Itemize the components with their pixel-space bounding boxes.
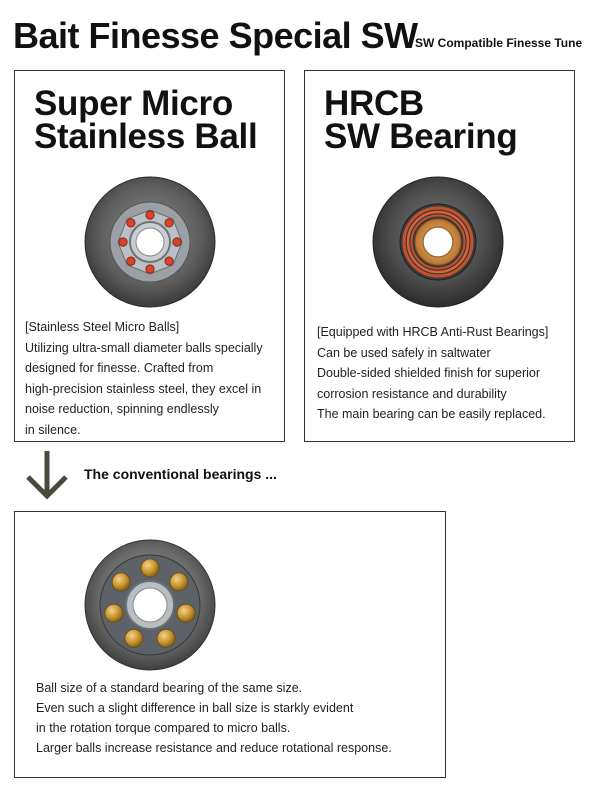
micro-ball-panel (14, 70, 285, 442)
conventional-bearing-description (36, 678, 392, 758)
micro-ball-desc-line: noise reduction, spinning endlessly (25, 402, 219, 416)
hrcb-heading (324, 84, 518, 156)
hrcb-description (317, 322, 548, 425)
bearing-ball (125, 629, 143, 647)
bearing-ball (105, 604, 123, 622)
conventional-desc-line: in the rotation torque compared to micro balls. (36, 721, 291, 735)
hrcb-heading-line1: HRCB (324, 84, 424, 123)
conventional-bearing-panel (14, 511, 446, 778)
micro-ball-desc-line: designed for finesse. Crafted from (25, 361, 214, 375)
bearing-ball (146, 211, 154, 219)
bearing-ball (165, 257, 173, 265)
bearing-ball (165, 219, 173, 227)
micro-ball-desc-line: in silence. (25, 422, 81, 437)
hrcb-desc-line: Can be used safely in saltwater (317, 345, 491, 360)
micro-ball-heading-line1: Super Micro (34, 84, 233, 123)
bearing-ball (157, 629, 175, 647)
bearing-ball (170, 573, 188, 591)
micro-ball-bearing-image (84, 176, 216, 308)
hrcb-heading-line2: SW Bearing (324, 117, 518, 156)
hrcb-bearing-panel (304, 70, 575, 442)
hrcb-desc-line: [Equipped with HRCB Anti-Rust Bearings] (317, 325, 549, 339)
hrcb-desc-line: The main bearing can be easily replaced. (317, 407, 546, 421)
bearing-ball (141, 559, 159, 577)
micro-ball-description (25, 317, 263, 440)
bearing-ball (119, 238, 127, 246)
conventional-bearings-label: The conventional bearings ... (84, 466, 277, 482)
bearing-ball (177, 604, 195, 622)
bearing-ball (127, 219, 135, 227)
micro-ball-desc-line: high-precision stainless steel, they excel in (25, 381, 262, 396)
page-subtitle: SW Compatible Finesse Tune (415, 36, 583, 50)
micro-ball-desc-line: [Stainless Steel Micro Balls] (25, 320, 180, 334)
conventional-desc-line: Ball size of a standard bearing of the same size. (36, 681, 303, 695)
bearing-ball (173, 238, 181, 246)
hrcb-desc-line: corrosion resistance and durability (317, 386, 507, 401)
bearing-ball (127, 257, 135, 265)
conventional-bearing-image (84, 539, 216, 671)
bearing-ball (112, 573, 130, 591)
conventional-desc-line: Larger balls increase resistance and reduce rotational response. (36, 741, 392, 755)
micro-ball-heading-line2: Stainless Ball (34, 117, 258, 156)
micro-ball-desc-line: Utilizing ultra-small diameter balls specially (25, 340, 263, 355)
hrcb-bearing-image (372, 176, 504, 308)
conventional-desc-line: Even such a slight difference in ball size is starkly evident (36, 701, 354, 715)
hrcb-desc-line: Double-sided shielded finish for superior (317, 366, 541, 380)
page-title: Bait Finesse Special SW (13, 15, 418, 56)
bearing-ball (146, 265, 154, 273)
micro-ball-heading (34, 84, 258, 156)
arrow-down-icon (24, 449, 70, 501)
